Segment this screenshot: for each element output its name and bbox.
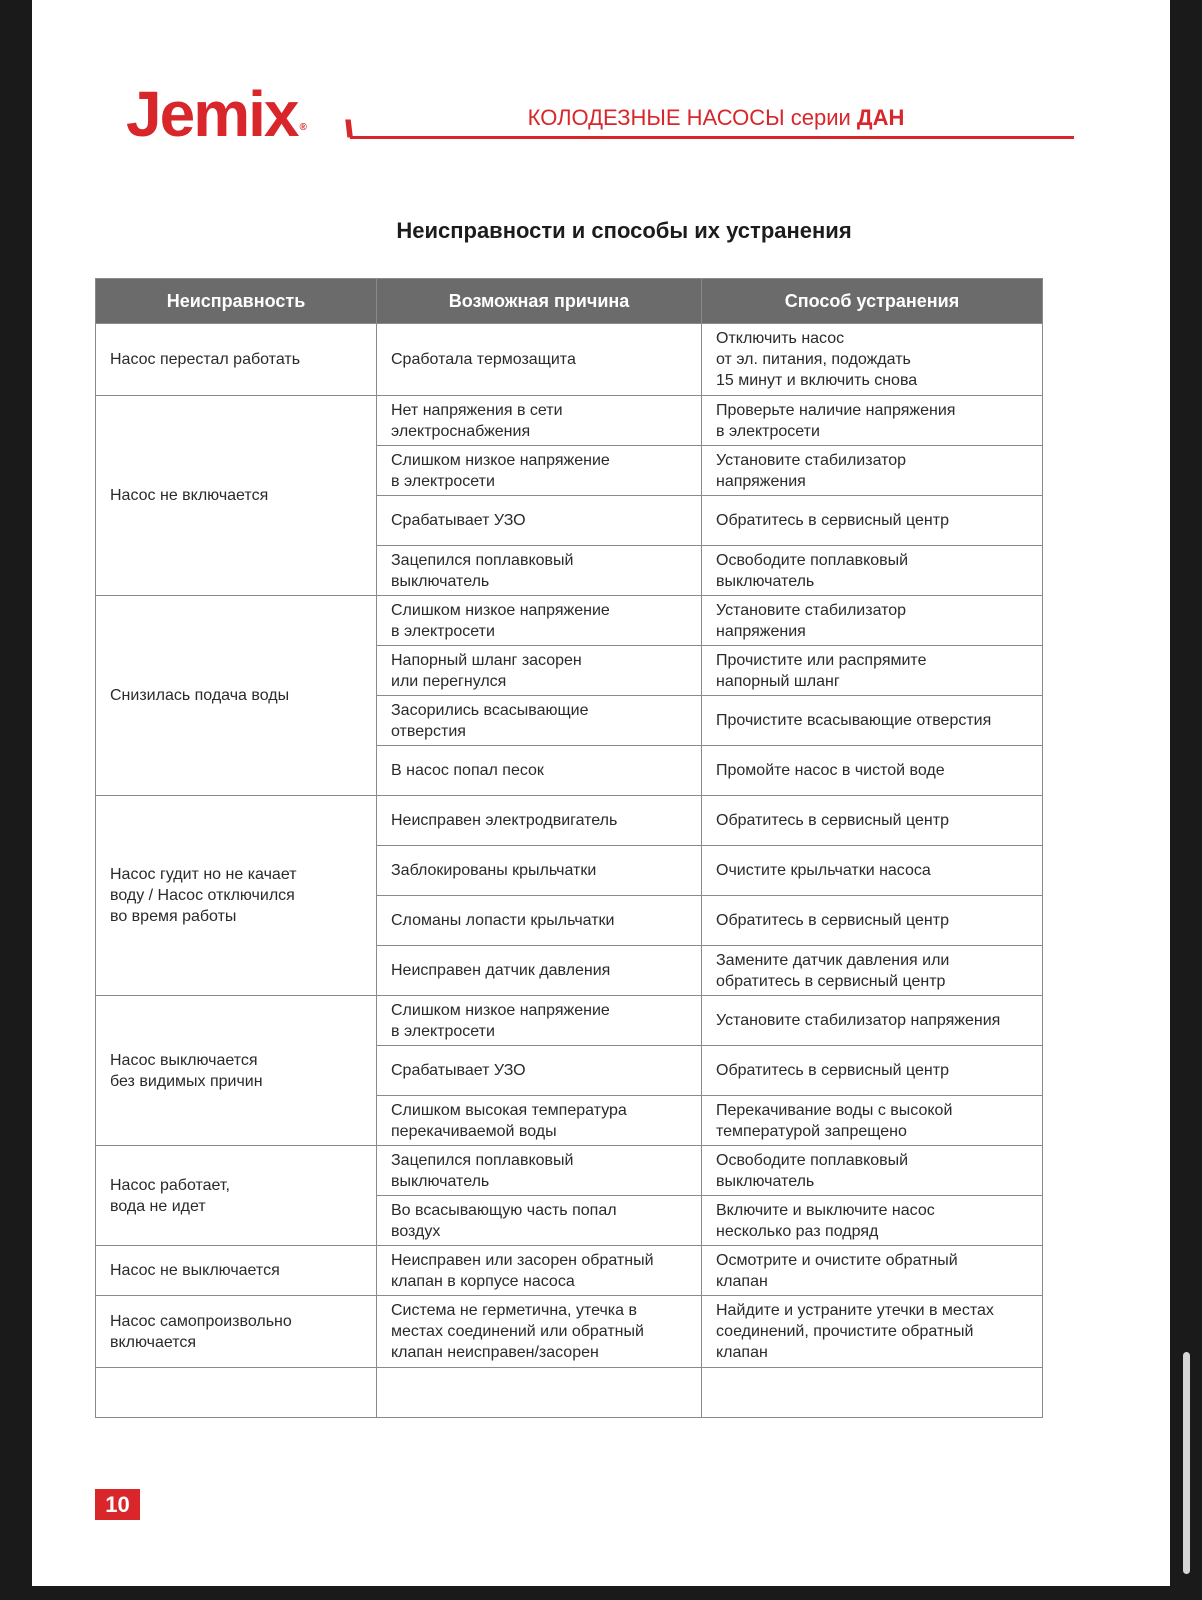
cause-cell: Сломаны лопасти крыльчатки <box>377 896 702 946</box>
fault-cell: Насос выключается без видимых причин <box>96 996 377 1146</box>
cause-cell: Срабатывает УЗО <box>377 1046 702 1096</box>
cause-cell: Слишком низкое напряжение в электросети <box>377 446 702 496</box>
cause-cell: Зацепился поплавковый выключатель <box>377 546 702 596</box>
cause-cell: Система не герметична, утечка в местах соединений или обратный клапан неисправен/засорен <box>377 1296 702 1368</box>
cause-cell: Нет напряжения в сети электроснабжения <box>377 396 702 446</box>
table-row <box>96 1246 1043 1296</box>
empty-cell <box>96 1368 377 1418</box>
scrollbar-thumb[interactable] <box>1183 1352 1190 1574</box>
fix-cell: Найдите и устраните утечки в местах соединений, прочистите обратный клапан <box>702 1296 1043 1368</box>
fault-cell: Насос работает, вода не идет <box>96 1146 377 1246</box>
cause-cell: Заблокированы крыльчатки <box>377 846 702 896</box>
series-heading: КОЛОДЕЗНЫЕ НАСОСЫ серии ДАН <box>527 105 905 130</box>
fault-cell: Насос не выключается <box>96 1246 377 1296</box>
cause-cell: Срабатывает УЗО <box>377 496 702 546</box>
cause-cell: Сработала термозащита <box>377 324 702 396</box>
table-row <box>96 396 1043 446</box>
page-title: Неисправности и способы их устранения <box>396 218 852 243</box>
cause-cell: Слишком высокая температура перекачиваемой воды <box>377 1096 702 1146</box>
fix-cell: Перекачивание воды с высокой температурой запрещено <box>702 1096 1043 1146</box>
cause-cell: Зацепился поплавковый выключатель <box>377 1146 702 1196</box>
cause-cell: Напорный шланг засорен или перегнулся <box>377 646 702 696</box>
fix-cell: Включите и выключите насос несколько раз подряд <box>702 1196 1043 1246</box>
cause-cell: Слишком низкое напряжение в электросети <box>377 996 702 1046</box>
fix-cell: Осмотрите и очистите обратный клапан <box>702 1246 1043 1296</box>
fix-cell: Очистите крыльчатки насоса <box>702 846 1043 896</box>
fix-cell: Освободите поплавковый выключатель <box>702 1146 1043 1196</box>
fix-cell: Отключить насос от эл. питания, подождать 15 минут и включить снова <box>702 324 1043 396</box>
table-body <box>96 324 1043 1418</box>
fix-cell: Прочистите всасывающие отверстия <box>702 696 1043 746</box>
header-divider <box>350 136 1074 139</box>
empty-cell <box>702 1368 1043 1418</box>
table-header-row <box>96 279 1043 324</box>
cause-cell: В насос попал песок <box>377 746 702 796</box>
table-row <box>96 1296 1043 1368</box>
fault-cell: Насос гудит но не качает воду / Насос отключился во время работы <box>96 796 377 996</box>
table-row <box>96 796 1043 846</box>
fix-cell: Замените датчик давления или обратитесь в сервисный центр <box>702 946 1043 996</box>
fault-cell: Снизилась подача воды <box>96 596 377 796</box>
fix-cell: Прочистите или распрямите напорный шланг <box>702 646 1043 696</box>
fix-cell: Установите стабилизатор напряжения <box>702 996 1043 1046</box>
fix-cell: Промойте насос в чистой воде <box>702 746 1043 796</box>
cause-cell: Неисправен электродвигатель <box>377 796 702 846</box>
fix-cell: Освободите поплавковый выключатель <box>702 546 1043 596</box>
fix-cell: Обратитесь в сервисный центр <box>702 1046 1043 1096</box>
fix-cell: Установите стабилизатор напряжения <box>702 596 1043 646</box>
header-slash-decoration: \\ <box>344 116 350 143</box>
column-header-fault: Неисправность <box>96 279 377 324</box>
empty-cell <box>377 1368 702 1418</box>
fix-cell: Обратитесь в сервисный центр <box>702 496 1043 546</box>
page-number: 10 <box>95 1489 140 1520</box>
column-header-cause: Возможная причина <box>377 279 702 324</box>
cause-cell: Неисправен или засорен обратный клапан в корпусе насоса <box>377 1246 702 1296</box>
jemix-logo: Jemix ® <box>126 78 307 150</box>
fix-cell: Проверьте наличие напряжения в электросети <box>702 396 1043 446</box>
table-row <box>96 996 1043 1046</box>
table-row <box>96 1146 1043 1196</box>
fault-cell: Насос не включается <box>96 396 377 596</box>
cause-cell: Неисправен датчик давления <box>377 946 702 996</box>
cause-cell: Во всасывающую часть попал воздух <box>377 1196 702 1246</box>
table-row <box>96 324 1043 396</box>
fix-cell: Обратитесь в сервисный центр <box>702 796 1043 846</box>
fault-cell: Насос перестал работать <box>96 324 377 396</box>
troubleshooting-table <box>95 278 1043 1418</box>
fault-cell: Насос самопроизвольно включается <box>96 1296 377 1368</box>
fix-cell: Установите стабилизатор напряжения <box>702 446 1043 496</box>
fix-cell: Обратитесь в сервисный центр <box>702 896 1043 946</box>
cause-cell: Засорились всасывающие отверстия <box>377 696 702 746</box>
table-row <box>96 596 1043 646</box>
column-header-fix: Способ устранения <box>702 279 1043 324</box>
empty-table-row <box>96 1368 1043 1418</box>
cause-cell: Слишком низкое напряжение в электросети <box>377 596 702 646</box>
